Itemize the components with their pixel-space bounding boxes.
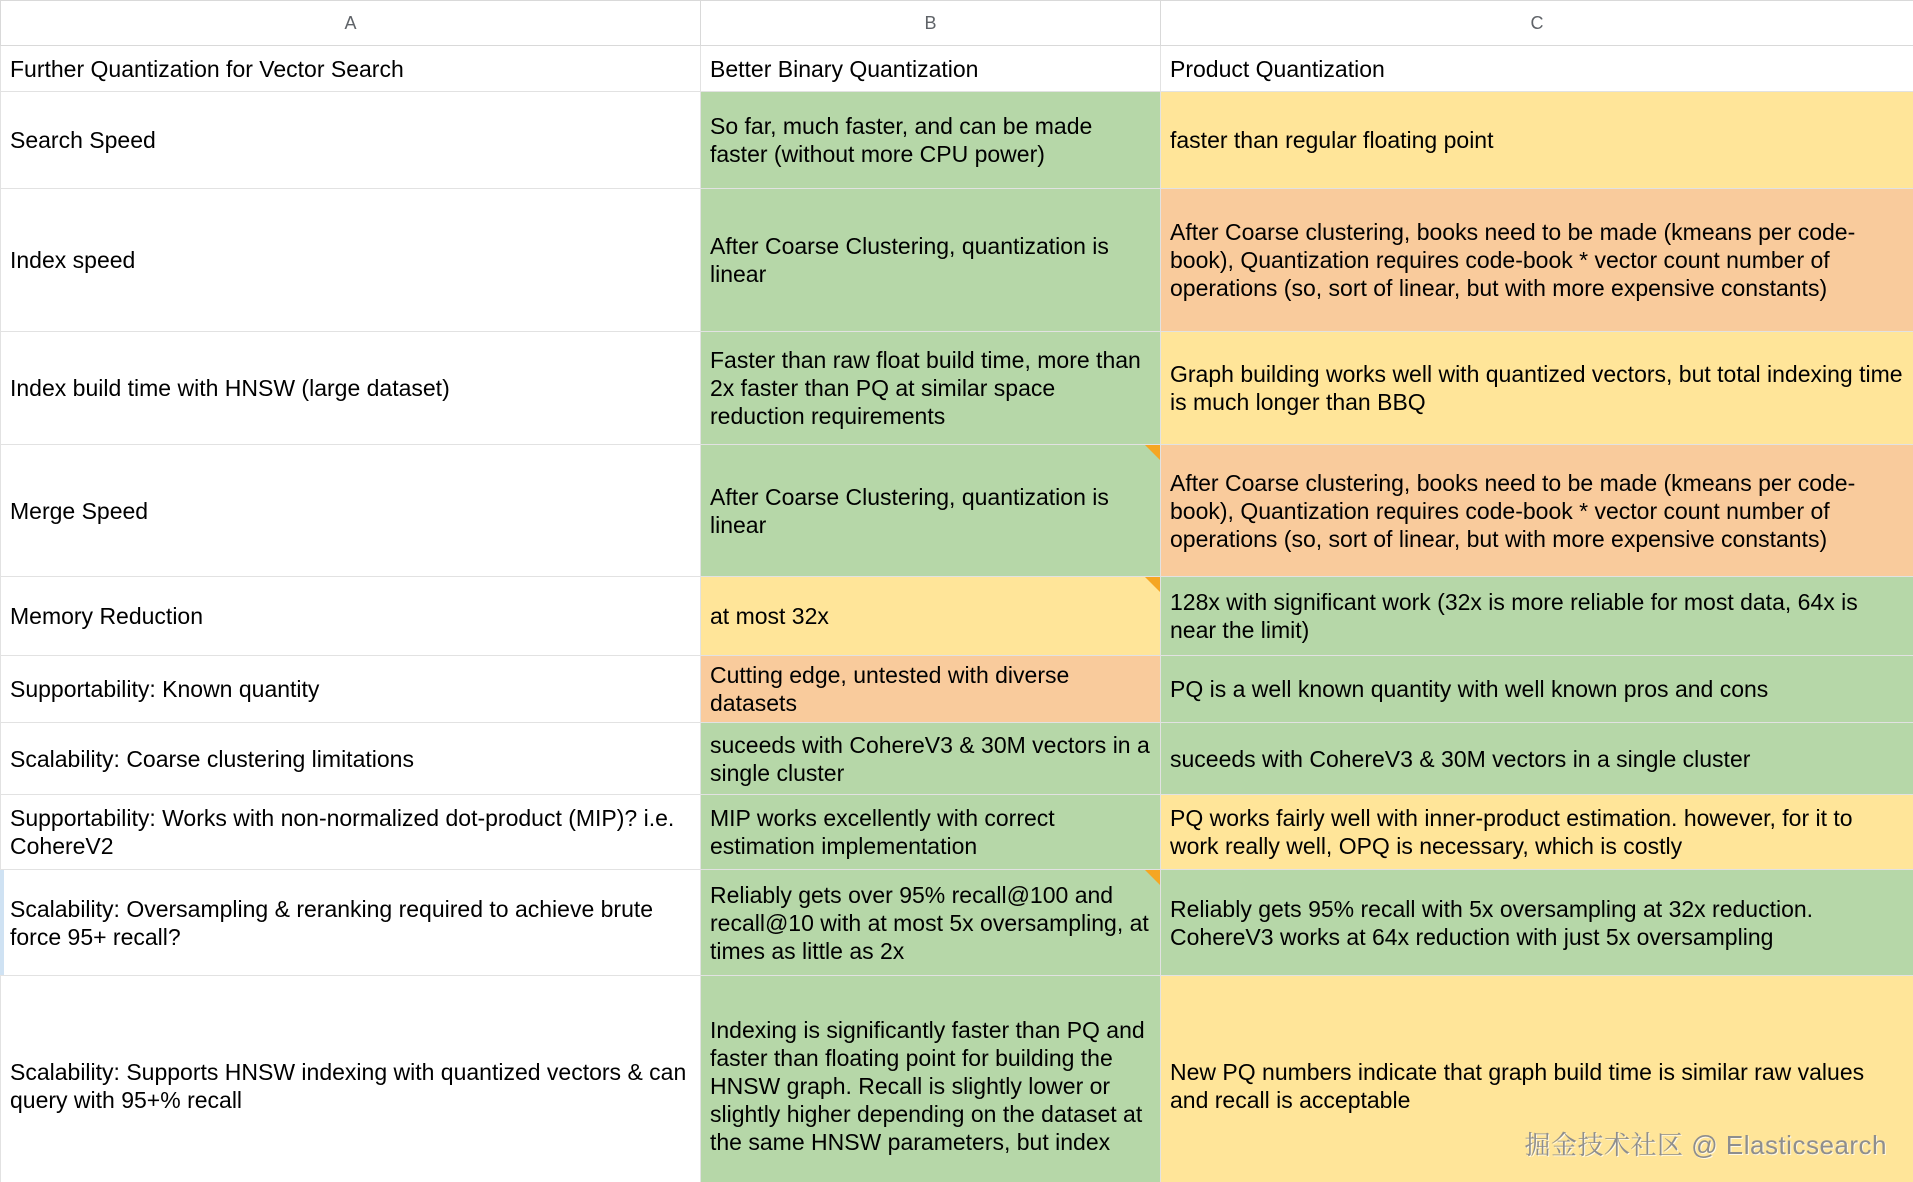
cell-text: 128x with significant work (32x is more reliable for most data, 64x is near the limit) bbox=[1170, 589, 1858, 643]
column-header-c[interactable]: C bbox=[1161, 1, 1913, 46]
cell-B5[interactable] bbox=[701, 445, 1161, 577]
cell-B6[interactable] bbox=[701, 577, 1161, 656]
cell-A10[interactable] bbox=[1, 870, 701, 976]
cell-C1[interactable] bbox=[1161, 46, 1913, 92]
cell-text: suceeds with CohereV3 & 30M vectors in a single cluster bbox=[710, 731, 1150, 786]
cell-text: After Coarse clustering, books need to be made (kmeans per code-book), Quantization requires code-book * vector count number of operations (so, sort of linear, but with more expensive constants) bbox=[1170, 469, 1856, 552]
cell-text: suceeds with CohereV3 & 30M vectors in a single cluster bbox=[1170, 745, 1751, 772]
table-row bbox=[1, 189, 1913, 332]
cell-C6[interactable] bbox=[1161, 577, 1913, 656]
cell-text: Product Quantization bbox=[1170, 55, 1385, 82]
cell-text: Scalability: Oversampling & reranking required to achieve brute force 95+ recall? bbox=[10, 895, 654, 950]
table-row bbox=[1, 723, 1913, 795]
cell-text: After Coarse Clustering, quantization is linear bbox=[710, 483, 1109, 538]
row-selection-accent bbox=[0, 870, 4, 975]
cell-text: Indexing is significantly faster than PQ and faster than floating point for building the HNSW graph. Recall is slightly lower or slightly higher depending on the dataset at the same HNSW parameters, but index bbox=[710, 1016, 1145, 1155]
cell-text: Scalability: Supports HNSW indexing with quantized vectors & can query with 95+% recall bbox=[10, 1058, 687, 1113]
column-header-row bbox=[1, 1, 1913, 46]
cell-C10[interactable] bbox=[1161, 870, 1913, 976]
cell-B9[interactable] bbox=[701, 795, 1161, 870]
cell-text: Supportability: Known quantity bbox=[10, 676, 320, 702]
cell-A4[interactable] bbox=[1, 332, 701, 445]
cell-text: PQ is a well known quantity with well known pros and cons bbox=[1170, 676, 1769, 702]
cell-B2[interactable] bbox=[701, 92, 1161, 189]
table-row bbox=[1, 795, 1913, 870]
cell-B7[interactable] bbox=[701, 656, 1161, 723]
cell-text: Faster than raw float build time, more than 2x faster than PQ at similar space reduction requirements bbox=[710, 347, 1141, 429]
cell-A3[interactable] bbox=[1, 189, 701, 332]
cell-text: PQ works fairly well with inner-product estimation. however, for it to work really well, OPQ is necessary, which is costly bbox=[1170, 805, 1853, 859]
cell-text: Search Speed bbox=[10, 127, 156, 153]
cell-A2[interactable] bbox=[1, 92, 701, 189]
cell-B1[interactable] bbox=[701, 46, 1161, 92]
cell-C3[interactable] bbox=[1161, 189, 1913, 332]
table-row bbox=[1, 445, 1913, 577]
watermark: 掘金技术社区 @ Elasticsearch bbox=[1524, 1130, 1887, 1160]
cell-text: After Coarse Clustering, quantization is linear bbox=[710, 233, 1109, 287]
cell-A5[interactable] bbox=[1, 445, 701, 577]
column-header-a[interactable]: A bbox=[1, 1, 701, 46]
cell-C4[interactable] bbox=[1161, 332, 1913, 445]
cell-A6[interactable] bbox=[1, 577, 701, 656]
cell-text: Scalability: Coarse clustering limitations bbox=[10, 745, 414, 772]
cell-text: So far, much faster, and can be made faster (without more CPU power) bbox=[710, 113, 1093, 167]
cell-B8[interactable] bbox=[701, 723, 1161, 795]
cell-text: Memory Reduction bbox=[10, 603, 204, 629]
cell-C5[interactable] bbox=[1161, 445, 1913, 577]
cell-text: Reliably gets 95% recall with 5x oversampling at 32x reduction. CohereV3 works at 64x reduction with just 5x oversampling bbox=[1170, 895, 1814, 950]
cell-B3[interactable] bbox=[701, 189, 1161, 332]
cell-B10[interactable] bbox=[701, 870, 1161, 976]
cell-text: After Coarse clustering, books need to be made (kmeans per code-book), Quantization requires code-book * vector count number of operations (so, sort of linear, but with more expensive constants) bbox=[1170, 219, 1856, 301]
cell-C2[interactable] bbox=[1161, 92, 1913, 189]
cell-text: New PQ numbers indicate that graph build time is similar raw values and recall is acceptable bbox=[1170, 1058, 1865, 1113]
cell-text: MIP works excellently with correct estimation implementation bbox=[710, 805, 1055, 859]
comment-indicator-icon bbox=[1145, 577, 1160, 592]
table-row bbox=[1, 870, 1913, 976]
cell-text: at most 32x bbox=[710, 603, 829, 629]
cell-A8[interactable] bbox=[1, 723, 701, 795]
cell-text: Graph building works well with quantized vectors, but total indexing time is much longer than BBQ bbox=[1170, 361, 1903, 415]
cell-A7[interactable] bbox=[1, 656, 701, 723]
cell-text: faster than regular floating point bbox=[1170, 127, 1494, 153]
cell-text: Further Quantization for Vector Search bbox=[10, 55, 404, 82]
cell-A1[interactable] bbox=[1, 46, 701, 92]
cell-text: Merge Speed bbox=[10, 497, 149, 524]
cell-text: Index build time with HNSW (large dataset) bbox=[10, 375, 450, 401]
cell-A9[interactable] bbox=[1, 795, 701, 870]
table-row bbox=[1, 656, 1913, 723]
cell-text: Better Binary Quantization bbox=[710, 55, 979, 82]
column-header-b[interactable]: B bbox=[701, 1, 1161, 46]
cell-text: Index speed bbox=[10, 247, 136, 273]
table-row bbox=[1, 577, 1913, 656]
cell-C9[interactable] bbox=[1161, 795, 1913, 870]
cell-B11[interactable] bbox=[701, 976, 1161, 1182]
table-row bbox=[1, 332, 1913, 445]
cell-text: Cutting edge, untested with diverse datasets bbox=[710, 662, 1070, 716]
cell-text: Reliably gets over 95% recall@100 and recall@10 with at most 5x oversampling, at times as little as 2x bbox=[710, 881, 1149, 964]
cell-text: Supportability: Works with non-normalized dot-product (MIP)? i.e. CohereV2 bbox=[10, 805, 675, 859]
comment-indicator-icon bbox=[1145, 445, 1160, 460]
cell-A11[interactable] bbox=[1, 976, 701, 1182]
comment-indicator-icon bbox=[1145, 870, 1160, 885]
cell-B4[interactable] bbox=[701, 332, 1161, 445]
table-row bbox=[1, 46, 1913, 92]
cell-C7[interactable] bbox=[1161, 656, 1913, 723]
table-row bbox=[1, 92, 1913, 189]
cell-C8[interactable] bbox=[1161, 723, 1913, 795]
